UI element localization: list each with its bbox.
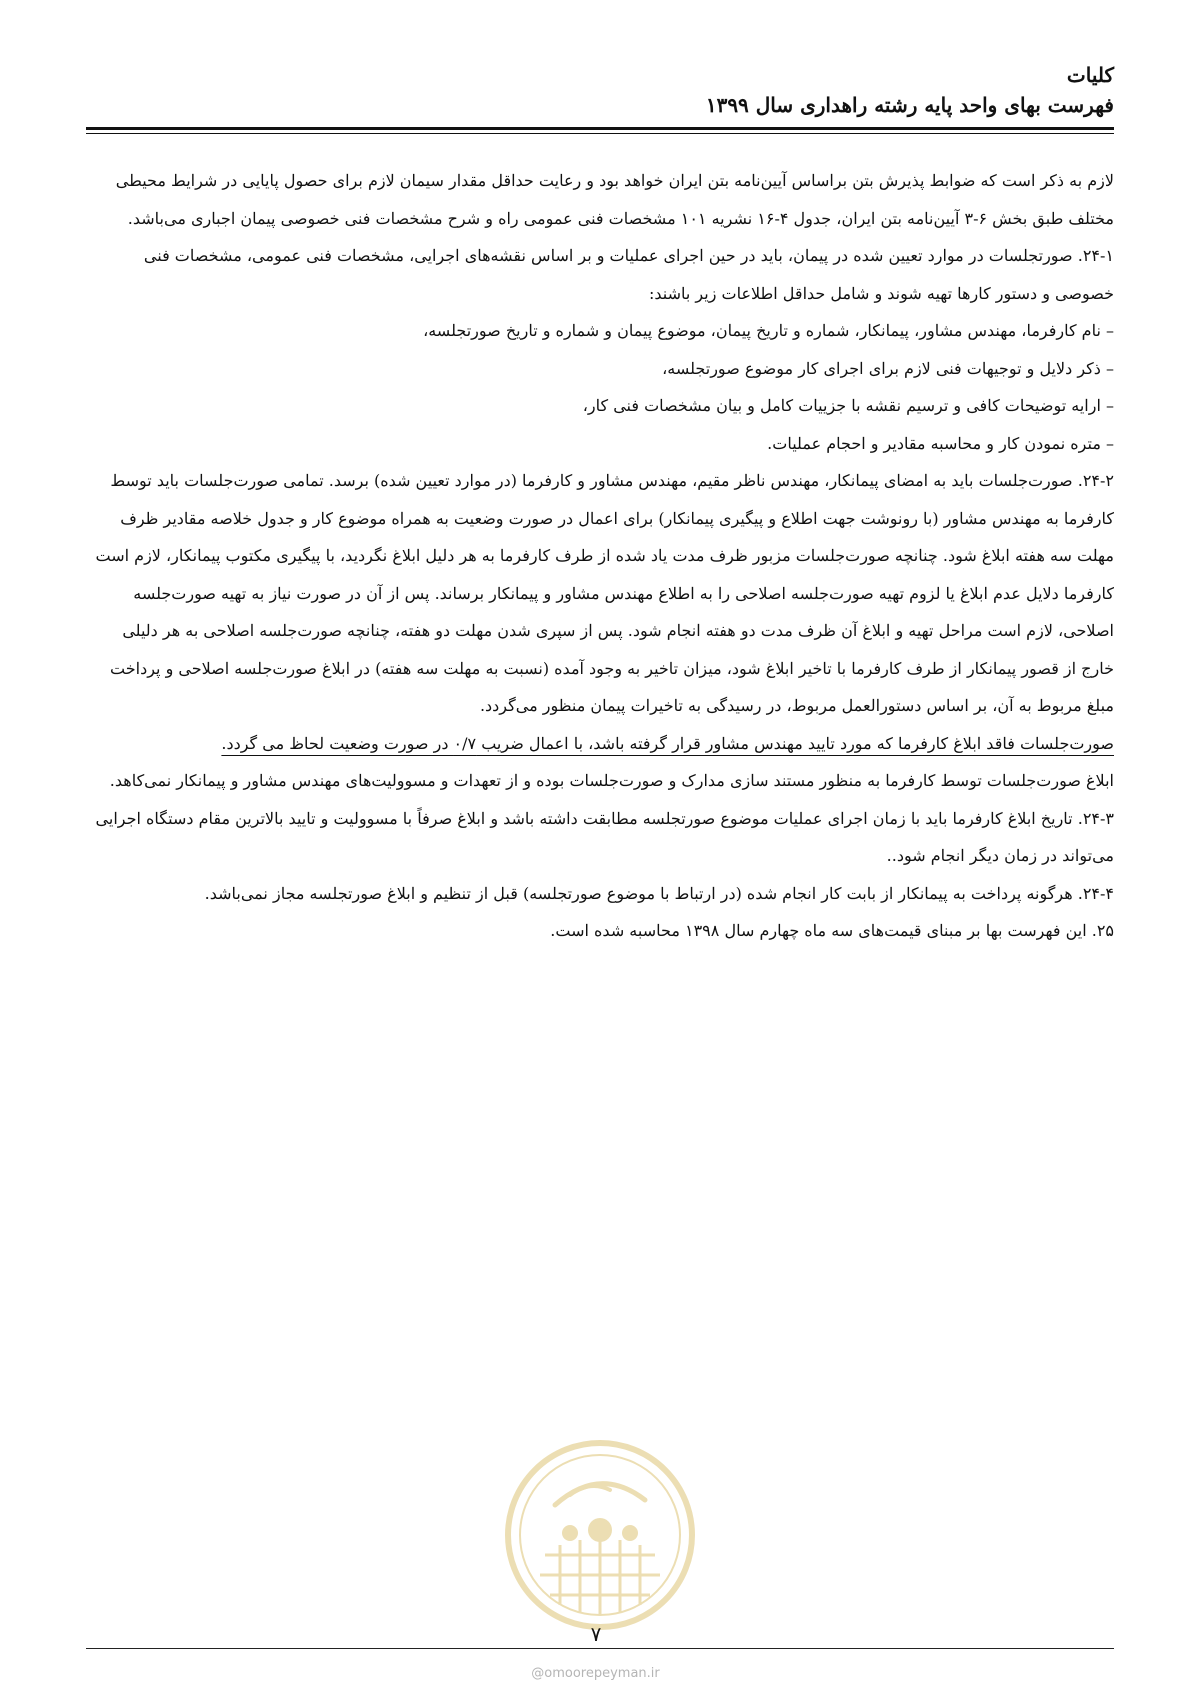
header-rule-thin xyxy=(86,133,1114,134)
list-item-drawings: – ارایه توضیحات کافی و ترسیم نقشه با جزییات کامل و بیان مشخصات فنی کار، xyxy=(582,396,1114,415)
header-subtitle: فهرست بهای واحد پایه رشته راهداری سال ۱۳۹۹ xyxy=(705,93,1114,117)
page-header xyxy=(86,60,1114,120)
header-rule-thick xyxy=(86,127,1114,130)
watermark-logo xyxy=(500,1435,700,1635)
paragraph-concrete-note: لازم به ذکر است که ضوابط پذیرش بتن براساس آیین‌نامه بتن ایران خواهد بود و رعایت حداقل مقدار سیمان لازم برای حصول پایایی در شرایط محیطی مختلف طبق بخش ۶-۳ آیین‌نامه بتن ایران، جدول ۴-۱۶ نشریه ۱۰۱ مشخصات فنی عمومی راه و شرح مشخصات فنی خصوصی پیمان اجباری می‌باشد. xyxy=(115,171,1114,228)
footer-rule xyxy=(86,1648,1114,1649)
paragraph-25: ۲۵. این فهرست بها بر مبنای قیمت‌های سه ماه چهارم سال ۱۳۹۸ محاسبه شده است. xyxy=(550,921,1114,940)
paragraph-coefficient xyxy=(86,725,1114,763)
footer-website: @omoorepeyman.ir xyxy=(531,1666,660,1681)
header-title: کلیات xyxy=(1066,63,1114,87)
paragraph-24-1: ۲۴-۱. صورتجلسات در موارد تعیین شده در پیمان، باید در حین اجرای عملیات و بر اساس نقشه‌های اجرایی، مشخصات فنی عمومی، مشخصات فنی خصوصی و دستور کارها تهیه شوند و شامل حداقل اطلاعات زیر باشند: xyxy=(143,246,1114,303)
page-number: ۷ xyxy=(590,1622,602,1646)
paragraph-notification: ابلاغ صورت‌جلسات توسط کارفرما به منظور مستند سازی مدارک و صورت‌جلسات بوده و از تعهدات و مسوولیت‌های مهندس مشاور و پیمانکار نمی‌کاهد. xyxy=(109,771,1114,790)
paragraph-24-4: ۲۴-۴. هرگونه پرداخت به پیمانکار از بابت کار انجام شده (در ارتباط با موضوع صورتجلسه) قبل از تنظیم و ابلاغ صورتجلسه مجاز نمی‌باشد. xyxy=(204,883,1114,903)
list-item-reasons: – ذکر دلایل و توجیهات فنی لازم برای اجرای کار موضوع صورتجلسه، xyxy=(662,358,1114,378)
paragraph-24-2: ۲۴-۲. صورت‌جلسات باید به امضای پیمانکار، مهندس ناظر مقیم، مهندس مشاور و کارفرما (در موارد تعیین شده) برسد. تمامی صورت‌جلسات باید توسط کارفرما به مهندس مشاور (با رونوشت جهت اطلاع و پیگیری پیمانکار) برای اعمال در صورت وضعیت به همراه موضوع کار و جدول خلاصه مقادیر ظرف مهلت سه هفته ابلاغ شود. چنانچه صورت‌جلسات مزبور ظرف مدت یاد شده از طرف کارفرما به هر دلیل ابلاغ نگردید، با پیگیری مکتوب پیمانکار، لازم است کارفرما دلایل عدم ابلاغ یا لزوم تهیه صورت‌جلسه اصلاحی را به اطلاع مهندس مشاور و پیمانکار برساند. پس از آن در صورت نیاز به تهیه صورت‌جلسه اصلاحی، لازم است مراحل تهیه و ابلاغ آن ظرف مدت دو هفته انجام شود. پس از سپری شدن مهلت دو هفته، چنانچه صورت‌جلسه اصلاحی به هر دلیلی خارج از قصور پیمانکار از طرف کارفرما با تاخیر ابلاغ شود، میزان تاخیر به وجود آمده (نسبت به مهلت سه هفته) در ابلاغ صورت‌جلسه اصلاحی و پرداخت مبلغ مربوط به آن، بر اساس دستورالعمل مربوط، در رسیدگی به تاخیرات پیمان منظور می‌گردد. xyxy=(95,471,1114,715)
paragraph-coefficient-text: صورت‌جلسات فاقد ابلاغ کارفرما که مورد تایید مهندس مشاور قرار گرفته باشد، با اعمال ضریب ۰/۷ در صورت وضعیت لحاظ می گردد. xyxy=(221,733,1114,753)
watermark-seal-icon xyxy=(500,1435,700,1635)
paragraph-24-3: ۲۴-۳. تاریخ ابلاغ کارفرما باید با زمان اجرای عملیات موضوع صورتجلسه مطابقت داشته باشد و ابلاغ صرفاً با مسوولیت و تایید بالاترین مقام دستگاه اجرایی می‌تواند در زمان دیگر انجام شود.. xyxy=(95,808,1114,865)
list-item-names: – نام کارفرما، مهندس مشاور، پیمانکار، شماره و تاریخ پیمان، موضوع پیمان و شماره و تاریخ صورتجلسه، xyxy=(423,321,1114,340)
list-item-quantities: – متره نمودن کار و محاسبه مقادیر و احجام عملیات. xyxy=(767,433,1114,453)
body-text xyxy=(86,162,1114,950)
